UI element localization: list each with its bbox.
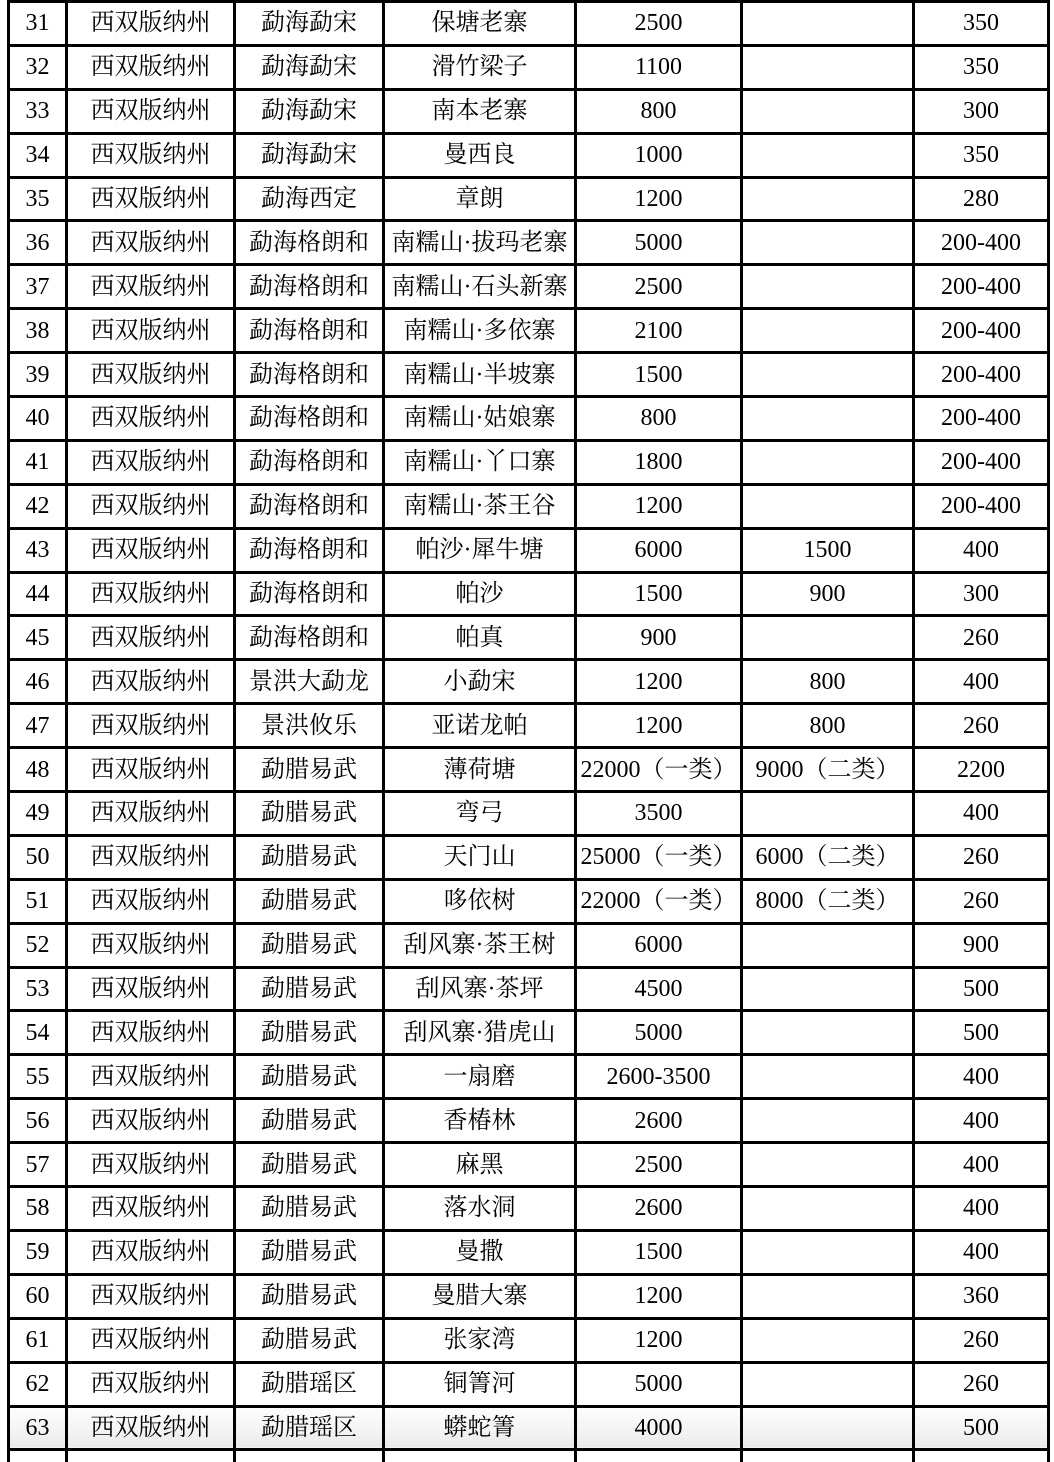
cell-value-3: 260 bbox=[914, 616, 1049, 660]
cell-value-3: 500 bbox=[914, 1406, 1049, 1450]
cell-village: 南糯山·丫口寨 bbox=[384, 440, 576, 484]
cell-village: 弯弓 bbox=[384, 792, 576, 836]
cell-value-3: 400 bbox=[914, 1187, 1049, 1231]
cell-village: 刮风寨·猎虎山 bbox=[384, 1011, 576, 1055]
cell-value-1: 1500 bbox=[576, 572, 742, 616]
cell-value-2 bbox=[742, 1011, 914, 1055]
cell-value-1: 22000（一类） bbox=[576, 879, 742, 923]
cell-value-1: 2100 bbox=[576, 309, 742, 353]
cell-region: 勐腊瑶区 bbox=[235, 1362, 384, 1406]
cell-empty bbox=[67, 1450, 235, 1462]
cell-value-1: 1200 bbox=[576, 1318, 742, 1362]
cell-value-2 bbox=[742, 792, 914, 836]
cell-village: 保塘老寨 bbox=[384, 2, 576, 46]
cell-village: 落水洞 bbox=[384, 1187, 576, 1231]
cell-value-1: 1500 bbox=[576, 353, 742, 397]
cell-value-1: 1100 bbox=[576, 45, 742, 89]
cell-village: 南糯山·半坡寨 bbox=[384, 353, 576, 397]
cell-value-2: 9000（二类） bbox=[742, 748, 914, 792]
cell-region: 勐海勐宋 bbox=[235, 2, 384, 46]
cell-prefecture: 西双版纳州 bbox=[67, 397, 235, 441]
table-row bbox=[9, 309, 1049, 353]
cell-value-1: 1200 bbox=[576, 704, 742, 748]
table-row bbox=[9, 835, 1049, 879]
cell-region: 勐腊易武 bbox=[235, 1011, 384, 1055]
cell-village: 刮风寨·茶王树 bbox=[384, 923, 576, 967]
cell-region: 勐海勐宋 bbox=[235, 45, 384, 89]
cell-value-2 bbox=[742, 309, 914, 353]
table-row bbox=[9, 660, 1049, 704]
cell-value-2 bbox=[742, 1318, 914, 1362]
cell-value-3: 2200 bbox=[914, 748, 1049, 792]
cell-prefecture: 西双版纳州 bbox=[67, 879, 235, 923]
cell-row-number: 31 bbox=[9, 2, 67, 46]
price-table bbox=[7, 0, 1050, 1462]
cell-row-number: 58 bbox=[9, 1187, 67, 1231]
cell-value-1: 3500 bbox=[576, 792, 742, 836]
cell-value-3: 400 bbox=[914, 1230, 1049, 1274]
cell-row-number: 51 bbox=[9, 879, 67, 923]
cell-value-2 bbox=[742, 89, 914, 133]
table-row bbox=[9, 221, 1049, 265]
cell-row-number: 43 bbox=[9, 528, 67, 572]
cell-region: 勐腊易武 bbox=[235, 1230, 384, 1274]
cell-prefecture: 西双版纳州 bbox=[67, 133, 235, 177]
cell-row-number: 57 bbox=[9, 1143, 67, 1187]
cell-row-number: 49 bbox=[9, 792, 67, 836]
cell-prefecture: 西双版纳州 bbox=[67, 616, 235, 660]
cell-village: 香椿林 bbox=[384, 1099, 576, 1143]
cell-value-1: 4000 bbox=[576, 1406, 742, 1450]
cell-value-3: 200-400 bbox=[914, 309, 1049, 353]
price-table-body bbox=[9, 2, 1049, 1462]
table-page bbox=[7, 0, 1050, 1462]
cell-prefecture: 西双版纳州 bbox=[67, 748, 235, 792]
cell-row-number: 35 bbox=[9, 177, 67, 221]
cell-region: 勐腊易武 bbox=[235, 1318, 384, 1362]
cell-row-number: 40 bbox=[9, 397, 67, 441]
cell-value-3: 200-400 bbox=[914, 353, 1049, 397]
cell-value-2 bbox=[742, 967, 914, 1011]
cell-row-number: 60 bbox=[9, 1274, 67, 1318]
cell-row-number: 41 bbox=[9, 440, 67, 484]
table-row bbox=[9, 1274, 1049, 1318]
cell-row-number: 37 bbox=[9, 265, 67, 309]
table-row bbox=[9, 484, 1049, 528]
cell-value-1: 2500 bbox=[576, 1143, 742, 1187]
cell-value-1: 4500 bbox=[576, 967, 742, 1011]
cell-prefecture: 西双版纳州 bbox=[67, 353, 235, 397]
cell-prefecture: 西双版纳州 bbox=[67, 572, 235, 616]
cell-prefecture: 西双版纳州 bbox=[67, 265, 235, 309]
cell-region: 勐海格朗和 bbox=[235, 572, 384, 616]
cell-prefecture: 西双版纳州 bbox=[67, 660, 235, 704]
cell-empty bbox=[742, 1450, 914, 1462]
cell-value-3: 260 bbox=[914, 1318, 1049, 1362]
cell-village: 南糯山·茶王谷 bbox=[384, 484, 576, 528]
cell-region: 勐腊易武 bbox=[235, 967, 384, 1011]
cell-value-3: 900 bbox=[914, 923, 1049, 967]
cell-prefecture: 西双版纳州 bbox=[67, 967, 235, 1011]
cell-value-3: 400 bbox=[914, 1143, 1049, 1187]
cell-value-3: 350 bbox=[914, 45, 1049, 89]
table-row bbox=[9, 879, 1049, 923]
table-row bbox=[9, 616, 1049, 660]
cell-value-1: 2500 bbox=[576, 265, 742, 309]
cell-village: 南糯山·石头新寨 bbox=[384, 265, 576, 309]
cell-village: 哆依树 bbox=[384, 879, 576, 923]
cell-value-2 bbox=[742, 440, 914, 484]
cell-value-2 bbox=[742, 1274, 914, 1318]
cell-region: 勐腊易武 bbox=[235, 792, 384, 836]
table-row bbox=[9, 528, 1049, 572]
table-row bbox=[9, 265, 1049, 309]
cell-value-1: 22000（一类） bbox=[576, 748, 742, 792]
cell-region: 勐海勐宋 bbox=[235, 133, 384, 177]
table-row bbox=[9, 1055, 1049, 1099]
cell-value-3: 200-400 bbox=[914, 440, 1049, 484]
cell-value-1: 2500 bbox=[576, 2, 742, 46]
cell-empty bbox=[9, 1450, 67, 1462]
table-row bbox=[9, 1230, 1049, 1274]
cell-prefecture: 西双版纳州 bbox=[67, 1274, 235, 1318]
cell-value-3: 260 bbox=[914, 1362, 1049, 1406]
cell-value-3: 350 bbox=[914, 133, 1049, 177]
cell-region: 勐腊易武 bbox=[235, 1055, 384, 1099]
cell-village: 章朗 bbox=[384, 177, 576, 221]
cell-region: 景洪攸乐 bbox=[235, 704, 384, 748]
cell-value-2 bbox=[742, 1055, 914, 1099]
cell-region: 勐海格朗和 bbox=[235, 484, 384, 528]
cell-row-number: 42 bbox=[9, 484, 67, 528]
cell-region: 勐腊易武 bbox=[235, 923, 384, 967]
cell-row-number: 32 bbox=[9, 45, 67, 89]
cell-value-2 bbox=[742, 484, 914, 528]
cell-value-2: 6000（二类） bbox=[742, 835, 914, 879]
table-row bbox=[9, 1099, 1049, 1143]
table-row bbox=[9, 923, 1049, 967]
cell-value-2 bbox=[742, 1406, 914, 1450]
table-row-partial bbox=[9, 1450, 1049, 1462]
cell-value-1: 6000 bbox=[576, 923, 742, 967]
table-row bbox=[9, 572, 1049, 616]
table-row bbox=[9, 748, 1049, 792]
table-row bbox=[9, 2, 1049, 46]
cell-village: 麻黑 bbox=[384, 1143, 576, 1187]
table-row bbox=[9, 353, 1049, 397]
cell-village: 薄荷塘 bbox=[384, 748, 576, 792]
cell-village: 南本老寨 bbox=[384, 89, 576, 133]
cell-value-3: 200-400 bbox=[914, 221, 1049, 265]
table-row bbox=[9, 177, 1049, 221]
cell-prefecture: 西双版纳州 bbox=[67, 177, 235, 221]
cell-village: 帕真 bbox=[384, 616, 576, 660]
table-row bbox=[9, 1187, 1049, 1231]
cell-row-number: 63 bbox=[9, 1406, 67, 1450]
cell-region: 勐海格朗和 bbox=[235, 265, 384, 309]
cell-value-1: 25000（一类） bbox=[576, 835, 742, 879]
cell-row-number: 45 bbox=[9, 616, 67, 660]
cell-value-2 bbox=[742, 616, 914, 660]
cell-value-2 bbox=[742, 45, 914, 89]
cell-value-1: 1200 bbox=[576, 660, 742, 704]
cell-village: 滑竹梁子 bbox=[384, 45, 576, 89]
cell-village: 刮风寨·茶坪 bbox=[384, 967, 576, 1011]
cell-value-2 bbox=[742, 1187, 914, 1231]
cell-row-number: 44 bbox=[9, 572, 67, 616]
cell-prefecture: 西双版纳州 bbox=[67, 1143, 235, 1187]
cell-value-3: 400 bbox=[914, 660, 1049, 704]
cell-region: 勐腊易武 bbox=[235, 1187, 384, 1231]
cell-row-number: 34 bbox=[9, 133, 67, 177]
cell-empty bbox=[235, 1450, 384, 1462]
cell-region: 景洪大勐龙 bbox=[235, 660, 384, 704]
table-row bbox=[9, 89, 1049, 133]
cell-village: 小勐宋 bbox=[384, 660, 576, 704]
cell-village: 曼撒 bbox=[384, 1230, 576, 1274]
table-row bbox=[9, 792, 1049, 836]
cell-row-number: 46 bbox=[9, 660, 67, 704]
cell-value-3: 360 bbox=[914, 1274, 1049, 1318]
cell-region: 勐海勐宋 bbox=[235, 89, 384, 133]
cell-village: 南糯山·多依寨 bbox=[384, 309, 576, 353]
cell-prefecture: 西双版纳州 bbox=[67, 835, 235, 879]
table-row bbox=[9, 1143, 1049, 1187]
cell-row-number: 33 bbox=[9, 89, 67, 133]
cell-value-1: 6000 bbox=[576, 528, 742, 572]
cell-prefecture: 西双版纳州 bbox=[67, 484, 235, 528]
cell-row-number: 54 bbox=[9, 1011, 67, 1055]
cell-value-3: 400 bbox=[914, 1055, 1049, 1099]
cell-village: 南糯山·拔玛老寨 bbox=[384, 221, 576, 265]
cell-value-2 bbox=[742, 353, 914, 397]
cell-value-2 bbox=[742, 133, 914, 177]
table-row bbox=[9, 704, 1049, 748]
cell-village: 一扇磨 bbox=[384, 1055, 576, 1099]
cell-value-2 bbox=[742, 221, 914, 265]
cell-village: 南糯山·姑娘寨 bbox=[384, 397, 576, 441]
cell-row-number: 48 bbox=[9, 748, 67, 792]
cell-value-1: 2600 bbox=[576, 1099, 742, 1143]
cell-row-number: 50 bbox=[9, 835, 67, 879]
cell-region: 勐海格朗和 bbox=[235, 353, 384, 397]
table-row bbox=[9, 45, 1049, 89]
table-row bbox=[9, 133, 1049, 177]
cell-region: 勐海格朗和 bbox=[235, 309, 384, 353]
cell-village: 曼腊大寨 bbox=[384, 1274, 576, 1318]
cell-row-number: 39 bbox=[9, 353, 67, 397]
cell-village: 帕沙·犀牛塘 bbox=[384, 528, 576, 572]
cell-row-number: 59 bbox=[9, 1230, 67, 1274]
cell-region: 勐海格朗和 bbox=[235, 397, 384, 441]
table-row bbox=[9, 1362, 1049, 1406]
cell-value-2 bbox=[742, 2, 914, 46]
cell-value-2 bbox=[742, 1143, 914, 1187]
cell-village: 蟒蛇箐 bbox=[384, 1406, 576, 1450]
cell-value-3: 400 bbox=[914, 792, 1049, 836]
cell-prefecture: 西双版纳州 bbox=[67, 1318, 235, 1362]
cell-value-1: 2600 bbox=[576, 1187, 742, 1231]
cell-value-1: 1800 bbox=[576, 440, 742, 484]
cell-village: 帕沙 bbox=[384, 572, 576, 616]
cell-value-3: 400 bbox=[914, 528, 1049, 572]
cell-value-2: 800 bbox=[742, 660, 914, 704]
cell-prefecture: 西双版纳州 bbox=[67, 1362, 235, 1406]
cell-region: 勐海格朗和 bbox=[235, 440, 384, 484]
cell-value-1: 1200 bbox=[576, 1274, 742, 1318]
cell-region: 勐腊易武 bbox=[235, 879, 384, 923]
cell-prefecture: 西双版纳州 bbox=[67, 221, 235, 265]
cell-value-2: 8000（二类） bbox=[742, 879, 914, 923]
cell-row-number: 36 bbox=[9, 221, 67, 265]
cell-value-2 bbox=[742, 177, 914, 221]
cell-prefecture: 西双版纳州 bbox=[67, 309, 235, 353]
cell-village: 曼西良 bbox=[384, 133, 576, 177]
cell-row-number: 62 bbox=[9, 1362, 67, 1406]
table-row bbox=[9, 397, 1049, 441]
cell-region: 勐腊易武 bbox=[235, 835, 384, 879]
cell-value-2 bbox=[742, 1099, 914, 1143]
cell-prefecture: 西双版纳州 bbox=[67, 1099, 235, 1143]
cell-prefecture: 西双版纳州 bbox=[67, 1011, 235, 1055]
cell-row-number: 55 bbox=[9, 1055, 67, 1099]
cell-value-3: 260 bbox=[914, 835, 1049, 879]
cell-value-1: 5000 bbox=[576, 1362, 742, 1406]
cell-value-1: 800 bbox=[576, 397, 742, 441]
cell-value-3: 300 bbox=[914, 89, 1049, 133]
cell-value-3: 400 bbox=[914, 1099, 1049, 1143]
cell-value-2 bbox=[742, 923, 914, 967]
cell-prefecture: 西双版纳州 bbox=[67, 1406, 235, 1450]
cell-value-1: 1000 bbox=[576, 133, 742, 177]
cell-value-1: 5000 bbox=[576, 221, 742, 265]
cell-prefecture: 西双版纳州 bbox=[67, 2, 235, 46]
cell-value-3: 260 bbox=[914, 704, 1049, 748]
table-row bbox=[9, 1011, 1049, 1055]
cell-value-2: 800 bbox=[742, 704, 914, 748]
cell-region: 勐腊易武 bbox=[235, 1099, 384, 1143]
cell-value-3: 300 bbox=[914, 572, 1049, 616]
cell-prefecture: 西双版纳州 bbox=[67, 792, 235, 836]
cell-village: 天门山 bbox=[384, 835, 576, 879]
cell-value-2 bbox=[742, 1362, 914, 1406]
cell-prefecture: 西双版纳州 bbox=[67, 440, 235, 484]
cell-prefecture: 西双版纳州 bbox=[67, 1055, 235, 1099]
cell-value-3: 280 bbox=[914, 177, 1049, 221]
table-row bbox=[9, 967, 1049, 1011]
cell-village: 亚诺龙帕 bbox=[384, 704, 576, 748]
cell-value-2 bbox=[742, 1230, 914, 1274]
cell-value-1: 800 bbox=[576, 89, 742, 133]
cell-region: 勐腊易武 bbox=[235, 1274, 384, 1318]
cell-value-1: 2600-3500 bbox=[576, 1055, 742, 1099]
cell-value-1: 1200 bbox=[576, 177, 742, 221]
cell-row-number: 61 bbox=[9, 1318, 67, 1362]
cell-row-number: 38 bbox=[9, 309, 67, 353]
cell-prefecture: 西双版纳州 bbox=[67, 704, 235, 748]
cell-prefecture: 西双版纳州 bbox=[67, 923, 235, 967]
cell-region: 勐腊瑶区 bbox=[235, 1406, 384, 1450]
cell-value-3: 500 bbox=[914, 1011, 1049, 1055]
cell-prefecture: 西双版纳州 bbox=[67, 89, 235, 133]
cell-value-1: 5000 bbox=[576, 1011, 742, 1055]
cell-empty bbox=[914, 1450, 1049, 1462]
cell-row-number: 52 bbox=[9, 923, 67, 967]
cell-value-1: 900 bbox=[576, 616, 742, 660]
cell-prefecture: 西双版纳州 bbox=[67, 528, 235, 572]
cell-prefecture: 西双版纳州 bbox=[67, 1230, 235, 1274]
table-row bbox=[9, 440, 1049, 484]
cell-value-3: 260 bbox=[914, 879, 1049, 923]
cell-region: 勐腊易武 bbox=[235, 1143, 384, 1187]
cell-village: 张家湾 bbox=[384, 1318, 576, 1362]
cell-value-2: 900 bbox=[742, 572, 914, 616]
cell-value-2: 1500 bbox=[742, 528, 914, 572]
cell-region: 勐腊易武 bbox=[235, 748, 384, 792]
cell-value-3: 200-400 bbox=[914, 484, 1049, 528]
cell-empty bbox=[576, 1450, 742, 1462]
cell-value-1: 1500 bbox=[576, 1230, 742, 1274]
cell-region: 勐海西定 bbox=[235, 177, 384, 221]
cell-prefecture: 西双版纳州 bbox=[67, 45, 235, 89]
cell-value-2 bbox=[742, 397, 914, 441]
cell-value-1: 1200 bbox=[576, 484, 742, 528]
cell-village: 铜箐河 bbox=[384, 1362, 576, 1406]
cell-empty bbox=[384, 1450, 576, 1462]
cell-value-3: 200-400 bbox=[914, 265, 1049, 309]
table-row bbox=[9, 1318, 1049, 1362]
table-row bbox=[9, 1406, 1049, 1450]
cell-value-3: 500 bbox=[914, 967, 1049, 1011]
cell-region: 勐海格朗和 bbox=[235, 221, 384, 265]
cell-row-number: 56 bbox=[9, 1099, 67, 1143]
cell-value-3: 200-400 bbox=[914, 397, 1049, 441]
cell-value-2 bbox=[742, 265, 914, 309]
cell-region: 勐海格朗和 bbox=[235, 616, 384, 660]
cell-region: 勐海格朗和 bbox=[235, 528, 384, 572]
cell-value-3: 350 bbox=[914, 2, 1049, 46]
cell-prefecture: 西双版纳州 bbox=[67, 1187, 235, 1231]
cell-row-number: 47 bbox=[9, 704, 67, 748]
cell-row-number: 53 bbox=[9, 967, 67, 1011]
